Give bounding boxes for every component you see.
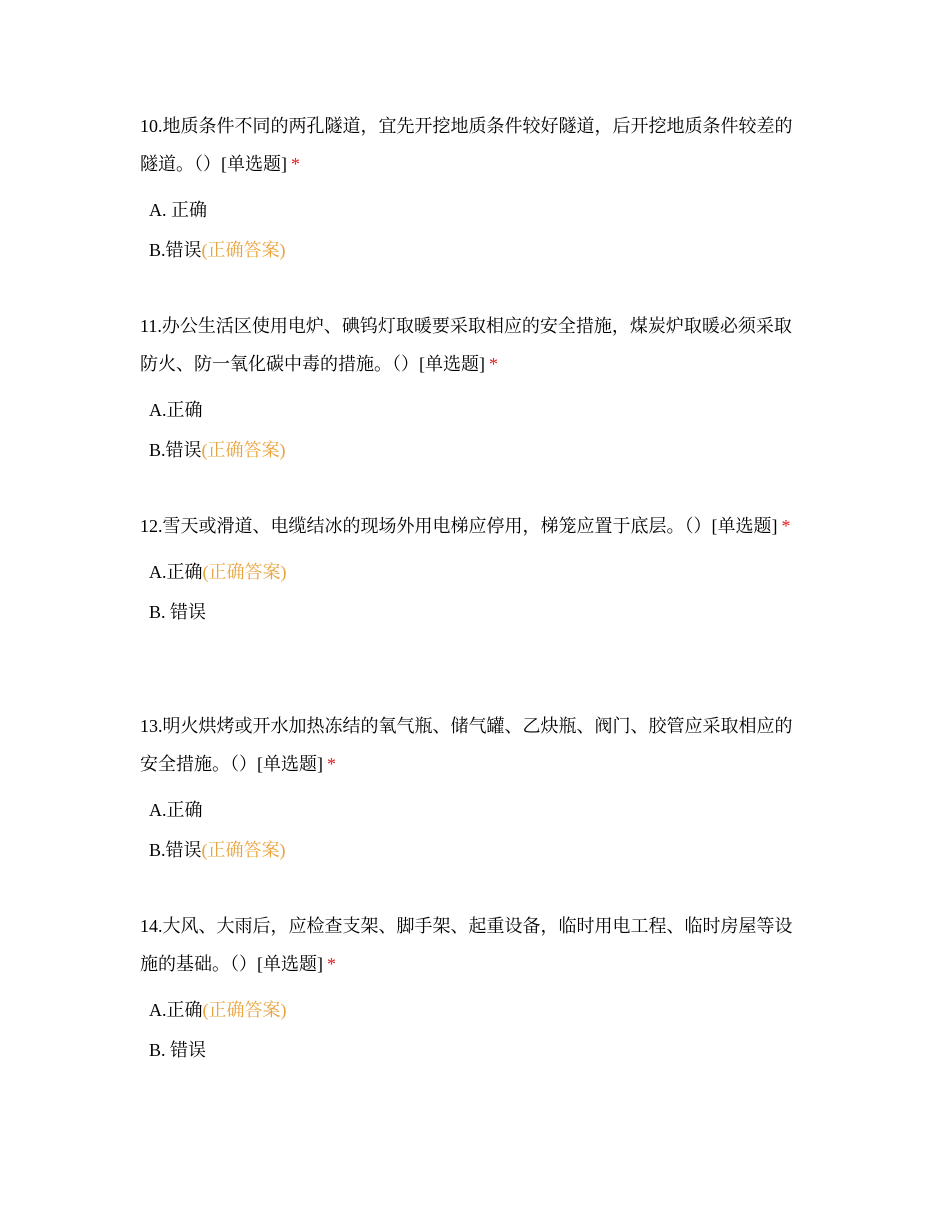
option-label: B. 错误 bbox=[149, 1040, 207, 1060]
correct-answer-mark: (正确答案) bbox=[201, 440, 286, 460]
correct-answer-mark: (正确答案) bbox=[201, 840, 286, 860]
question-text: 10.地质条件不同的两孔隧道，宜先开挖地质条件较好隧道，后开挖地质条件较差的隧道。（）[单选题] bbox=[140, 116, 793, 174]
option-a[interactable] bbox=[149, 190, 805, 230]
option-list bbox=[140, 790, 805, 870]
question-text: 11.办公生活区使用电炉、碘钨灯取暖要采取相应的安全措施，煤炭炉取暖必须采取防火、防一氧化碳中毒的措施。（）[单选题] bbox=[140, 316, 792, 374]
question-text: 14.大风、大雨后，应检查支架、脚手架、起重设备，临时用电工程、临时房屋等设施的基础。（）[单选题] bbox=[140, 916, 793, 974]
option-label: A. 正确 bbox=[149, 200, 207, 220]
option-b[interactable] bbox=[149, 1030, 805, 1070]
option-label: A.正确 bbox=[149, 800, 203, 820]
option-list bbox=[140, 390, 805, 470]
question-11 bbox=[140, 307, 805, 470]
option-label: A.正确 bbox=[149, 562, 203, 582]
option-list bbox=[140, 190, 805, 270]
option-label: B. 错误 bbox=[149, 602, 207, 622]
option-label: B.错误 bbox=[149, 440, 202, 460]
correct-answer-mark: (正确答案) bbox=[202, 1000, 287, 1020]
option-a[interactable] bbox=[149, 790, 805, 830]
required-mark: * bbox=[489, 354, 498, 374]
correct-answer-mark: (正确答案) bbox=[201, 240, 286, 260]
question-12 bbox=[140, 507, 805, 632]
required-mark: * bbox=[327, 754, 336, 774]
question-10 bbox=[140, 107, 805, 270]
option-a[interactable] bbox=[149, 552, 805, 592]
required-mark: * bbox=[327, 954, 336, 974]
option-b[interactable] bbox=[149, 592, 805, 632]
option-list bbox=[140, 552, 805, 632]
option-b[interactable] bbox=[149, 430, 805, 470]
option-b[interactable] bbox=[149, 830, 805, 870]
required-mark: * bbox=[781, 516, 791, 536]
correct-answer-mark: (正确答案) bbox=[202, 562, 287, 582]
question-text: 13.明火烘烤或开水加热冻结的氧气瓶、储气罐、乙炔瓶、阀门、胶管应采取相应的安全措施。（）[单选题] bbox=[140, 716, 793, 774]
option-a[interactable] bbox=[149, 390, 805, 430]
option-a[interactable] bbox=[149, 990, 805, 1030]
option-label: A.正确 bbox=[149, 1000, 203, 1020]
option-label: B.错误 bbox=[149, 840, 202, 860]
question-13 bbox=[140, 707, 805, 870]
option-b[interactable] bbox=[149, 230, 805, 270]
option-label: B.错误 bbox=[149, 240, 202, 260]
question-14 bbox=[140, 907, 805, 1070]
option-list bbox=[140, 990, 805, 1070]
option-label: A.正确 bbox=[149, 400, 203, 420]
required-mark: * bbox=[291, 154, 300, 174]
question-text: 12.雪天或滑道、电缆结冰的现场外用电梯应停用，梯笼应置于底层。（）[单选题] bbox=[140, 516, 778, 536]
